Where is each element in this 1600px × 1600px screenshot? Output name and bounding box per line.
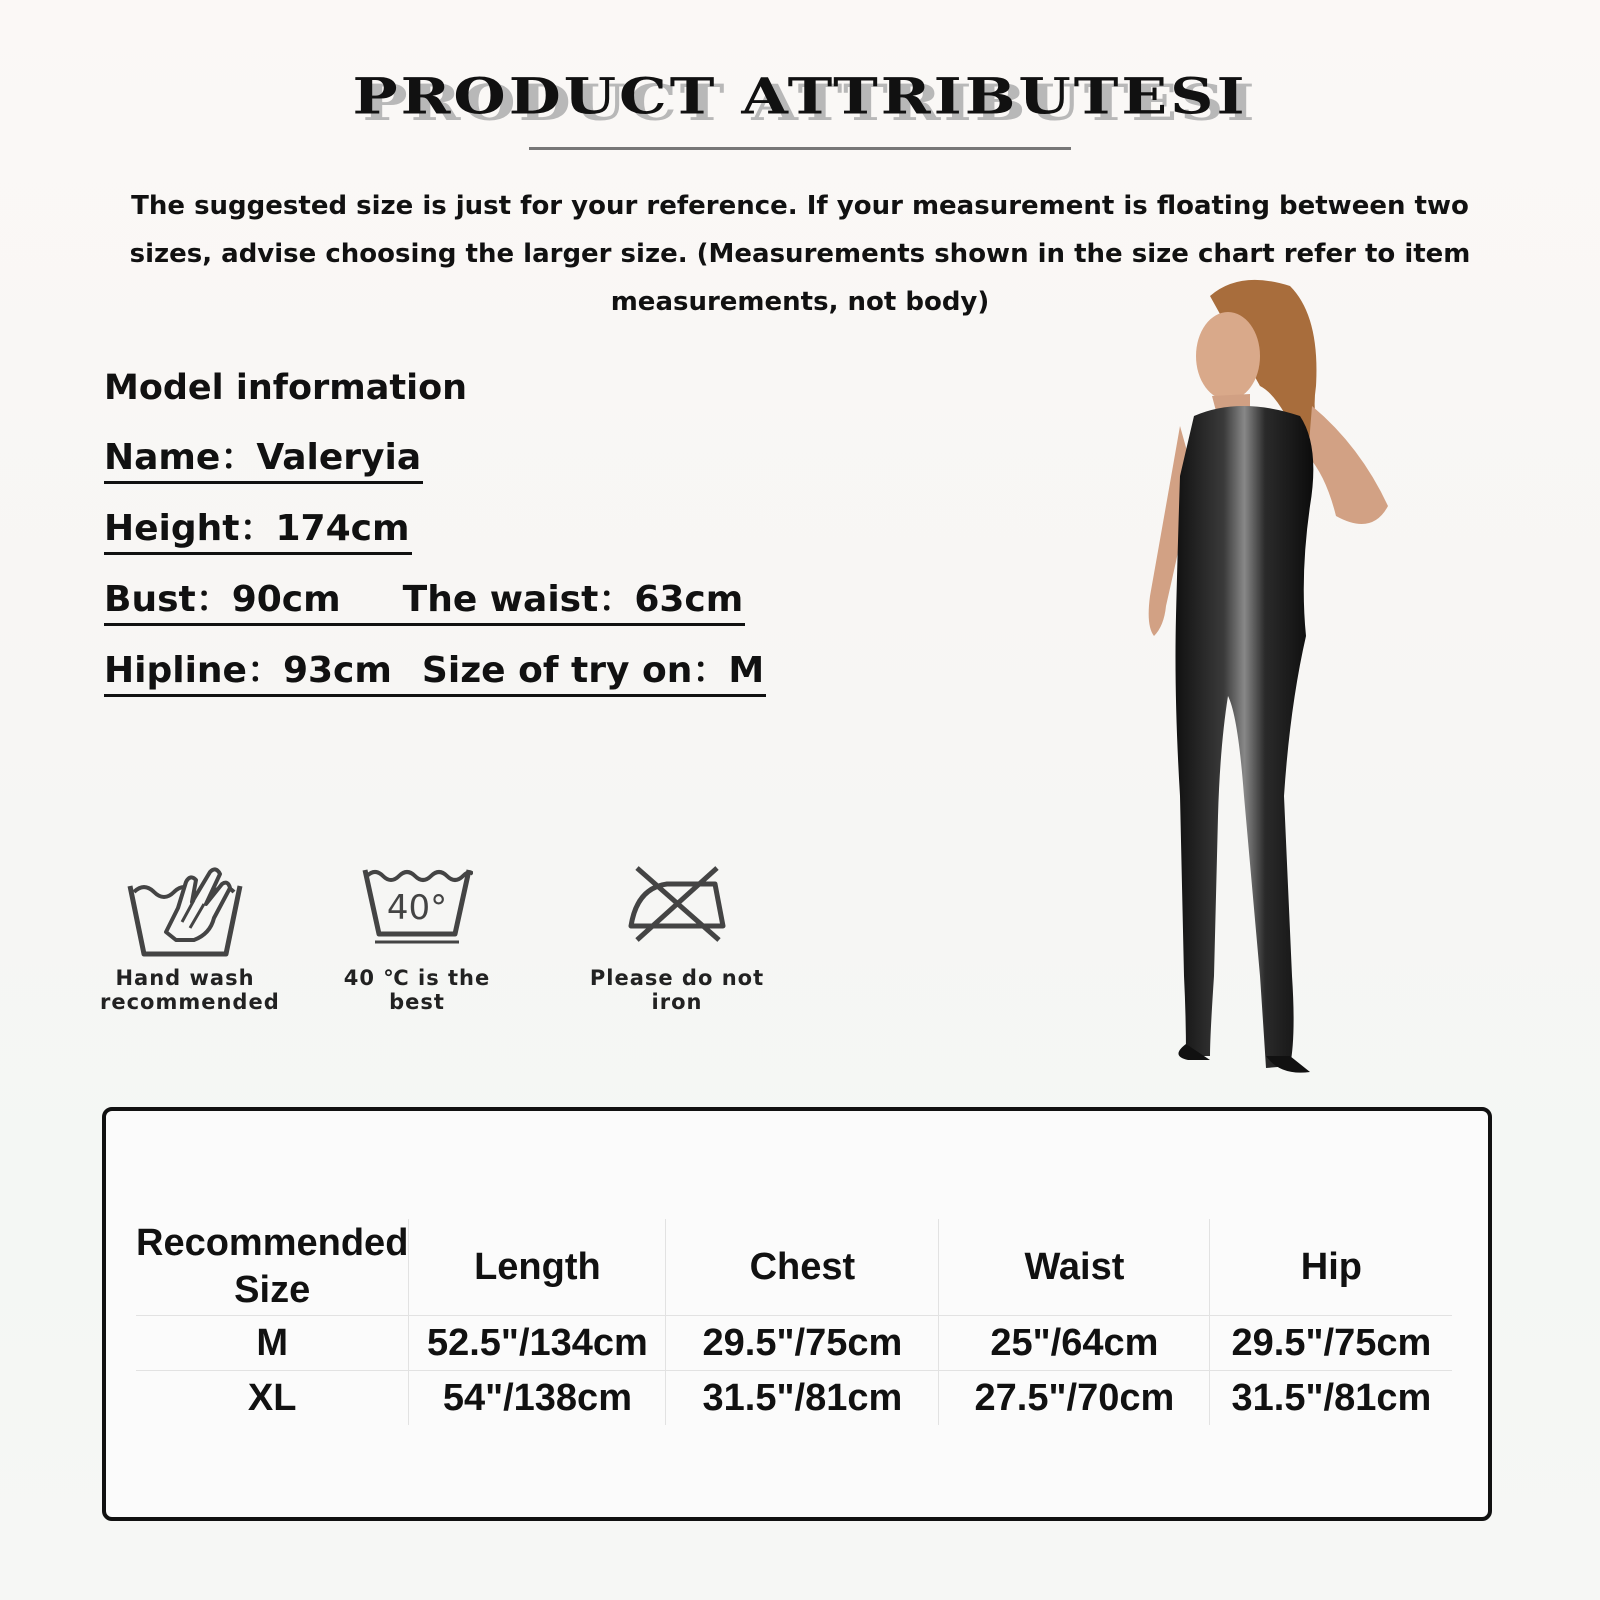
- size-table: [136, 1219, 1452, 1425]
- no-iron-label: Please do not iron: [589, 966, 765, 1014]
- waist-cell: 25"/64cm: [939, 1316, 1210, 1371]
- size-chart: [102, 1107, 1492, 1521]
- table-header-row: [136, 1219, 1452, 1316]
- chest-cell: 29.5"/75cm: [666, 1316, 939, 1371]
- table-row: [136, 1316, 1452, 1371]
- hip-cell: 29.5"/75cm: [1210, 1316, 1453, 1371]
- chest-cell: 31.5"/81cm: [666, 1371, 939, 1426]
- model-height: Height：174cm: [104, 506, 412, 555]
- length-cell: 52.5"/134cm: [409, 1316, 666, 1371]
- header-length: Length: [409, 1219, 666, 1316]
- model-waist: The waist：63cm: [402, 579, 744, 620]
- page-title: PRODUCT ATTRIBUTESI: [352, 68, 1248, 126]
- length-cell: 54"/138cm: [409, 1371, 666, 1426]
- model-photo: [1140, 276, 1460, 1096]
- header-waist: Waist: [939, 1219, 1210, 1316]
- table-row: [136, 1371, 1452, 1426]
- hip-cell: 31.5"/81cm: [1210, 1371, 1453, 1426]
- model-bust-waist: [104, 577, 745, 626]
- size-cell: XL: [136, 1371, 409, 1426]
- waist-cell: 27.5"/70cm: [939, 1371, 1210, 1426]
- model-information: [104, 365, 766, 719]
- care-temperature: [322, 862, 512, 1014]
- model-bust: Bust：90cm: [104, 579, 341, 620]
- model-heading: Model information: [104, 368, 468, 408]
- care-no-iron: [570, 862, 784, 1014]
- model-hipline: Hipline：93cm: [104, 650, 392, 691]
- model-hip-size: [104, 648, 766, 697]
- no-iron-icon: [627, 862, 727, 944]
- model-size-try: Size of try on：M: [421, 650, 765, 691]
- header-hip: Hip: [1210, 1219, 1453, 1316]
- temperature-label: 40 ℃ is the best: [343, 966, 491, 1014]
- hand-wash-label: Hand wash recommended: [100, 966, 280, 1014]
- wash-40-text: 40°: [386, 888, 448, 928]
- header-chest: Chest: [666, 1219, 939, 1316]
- wash-40-icon: [361, 862, 473, 944]
- care-hand-wash: [100, 862, 280, 1014]
- header-recommended-size: Recommended Size: [136, 1222, 409, 1311]
- hand-wash-icon: [126, 862, 244, 958]
- title-block: [0, 62, 1600, 132]
- size-cell: M: [136, 1316, 409, 1371]
- size-note: The suggested size is just for your reference. If your measurement is floating between two sizes, advise choosing the larger size. (Measurements shown in the size chart refer to item measurements, not body): [129, 191, 1471, 317]
- title-underline: [529, 147, 1071, 150]
- model-name: Name：Valeryia: [104, 435, 423, 484]
